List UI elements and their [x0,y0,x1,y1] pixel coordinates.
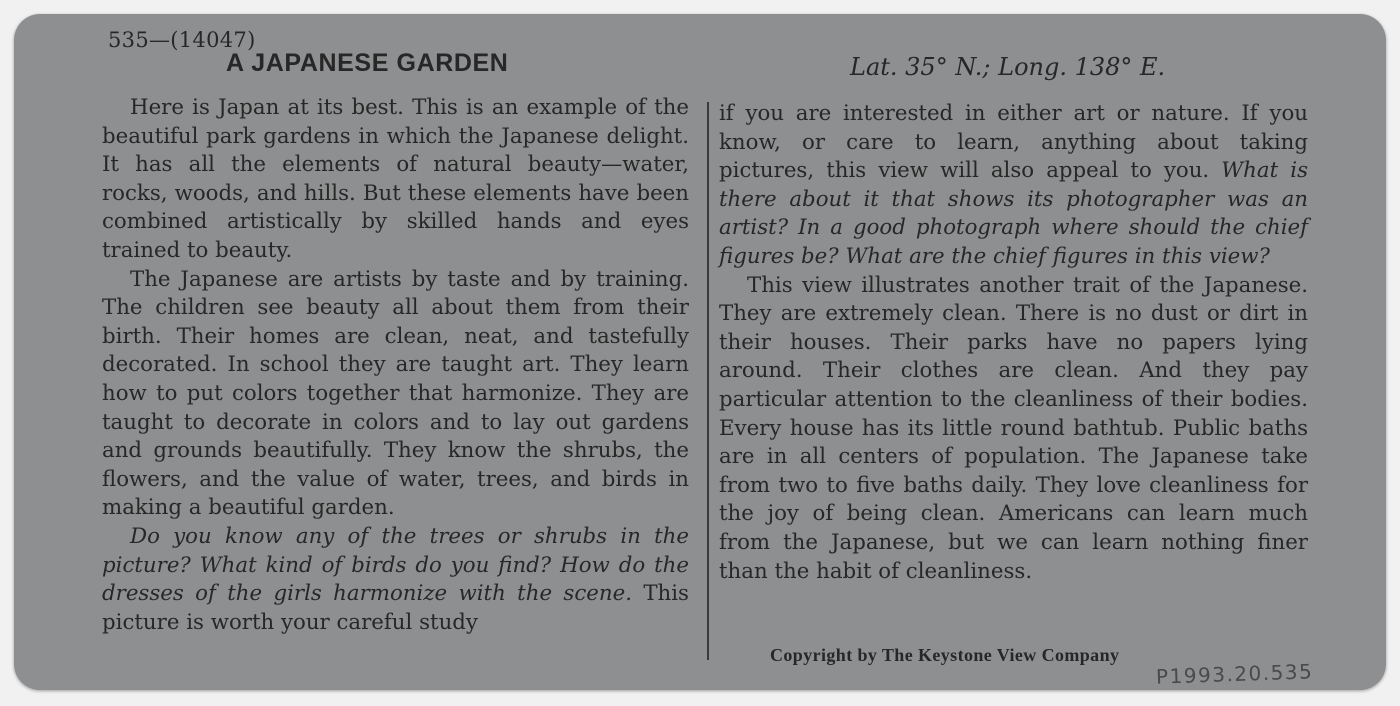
column-divider [707,102,709,660]
study-questions: What is there about it that shows its photographer was an artist? In a good photograph where should the chief figures be? What are the chief figures in this view? [719,158,1308,269]
copyright-notice: Copyright by The Keystone View Company [770,645,1120,665]
card-number: 535—(14047) [108,28,256,52]
paragraph: This view illustrates another trait of the Japanese. They are extremely clean. There is no dust or dirt in their houses. Their parks have no papers lying around. Their clothes are clean. And they pay particular attention to the cleanliness of their bodies. Every house has its little round bathtub. Public baths are in all centers of population. The Japanese take from two to five baths daily. They love cleanliness for the joy of being clean. Americans can learn much from the Japanese, but we can learn nothing finer than the habit of cleanliness. [719,272,1308,584]
stereoview-card-back [14,14,1386,690]
lat-long-label: Lat. 35° N.; Long. 138° E. [850,53,1166,81]
left-text-column [102,94,689,637]
study-questions: Do you know any of the trees or shrubs in the picture? What kind of birds do you find? How do the dresses of the girls harmonize with the scene. [102,523,689,607]
paragraph: Here is Japan at its best. This is an example of the beautiful park gardens in which the Japanese delight. It has all the elements of natural beauty—water, rocks, woods, and hills. But these elements have been combined artistically by skilled hands and eyes trained to beauty. [102,95,689,263]
accession-number: P1993.20.535 [1155,659,1314,689]
paragraph: The Japanese are artists by taste and by training. The children see beauty all about them from their birth. Their homes are clean, neat, and tastefully decorated. In school they are taught art. They learn how to put colors together that harmonize. They are taught to decorate in colors and to lay out gardens and grounds beautifully. They know the shrubs, the flowers, and the value of water, trees, and birds in making a beautiful garden. [102,266,689,521]
paragraph-tail: This picture is worth your careful study [102,581,689,635]
paragraph [719,100,1308,272]
card-title: A JAPANESE GARDEN [226,49,509,77]
paragraph [102,523,689,637]
right-text-column [719,100,1308,586]
paragraph-continuation: if you are interested in either art or nature. If you know, or care to learn, anything about taking pictures, this view will also appeal to you. [719,101,1308,184]
